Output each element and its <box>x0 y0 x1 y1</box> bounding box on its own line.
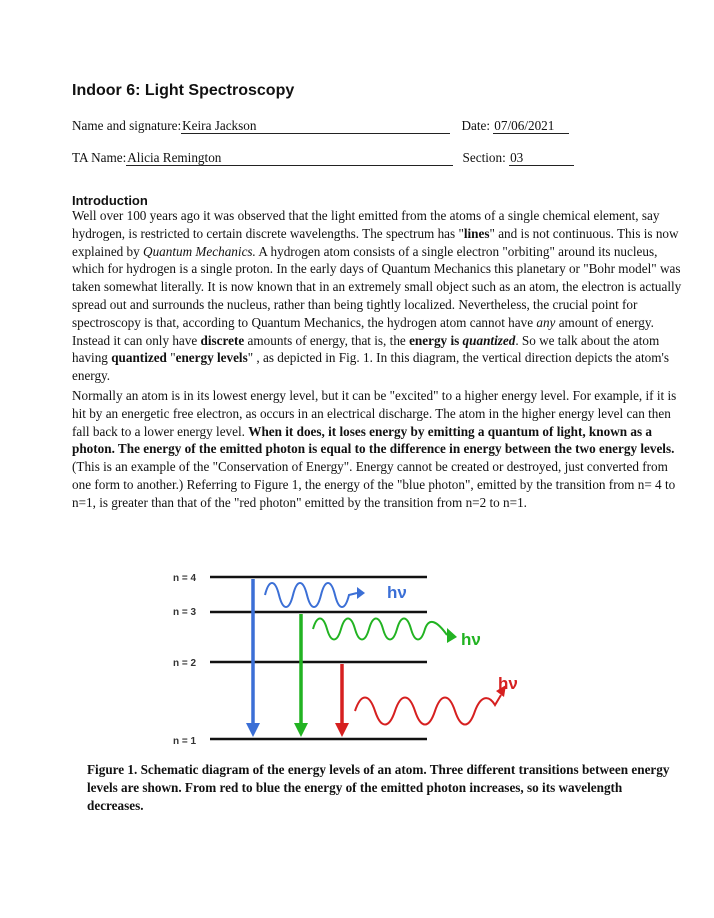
paragraph1-run: amount of energy. Instead it can only have <box>72 314 654 348</box>
section-value: 03 <box>509 151 574 166</box>
paragraph1-run: Well over 100 years ago it was observed that the light emitted from the atoms of a single chemical element, say hydrogen, is restricted to certain discrete wavelengths. The spectrum has " <box>72 208 660 241</box>
paragraph1-run: . So we talk about the atom having <box>72 332 660 366</box>
blue-photon-label: hν <box>387 583 407 602</box>
level-label-n4: n = 4 <box>173 573 197 584</box>
level-label-n1: n = 1 <box>173 736 197 747</box>
paragraph1-run: " and is not continuous. This is now explained by <box>72 225 679 259</box>
paragraph1-run: discrete <box>200 332 245 348</box>
introduction-heading: Introduction <box>72 193 148 208</box>
paragraph2-run: Normally an atom is in its lowest energy level, but it can be "excited" to a higher energy level. For example, if it is hit by an energetic free electron, as occurs in an electrical discharge. The atom in the higher energy level can then fall back to a lower energy level. <box>72 388 677 439</box>
paragraph1-run: A hydrogen atom consists of a single electron "orbiting" around its nucleus, which for hydrogen is a single proton. In the early days of Quantum Mechanics this planetary or "Bohr model" was taken somewhat literally. It is now known that in an extremely small object such as an atom, the electron is actually spread out and surrounds the nucleus, rather than being tightly localized. Nevertheless, the crucial point for spectroscopy is that, according to Quantum Mechanics, the hydrogen atom cannot have <box>72 243 682 330</box>
ta-section-row <box>72 150 574 166</box>
section-label: Section: <box>462 150 506 165</box>
energy-level-diagram <box>165 565 535 750</box>
green-photon-label: hν <box>461 630 481 649</box>
ta-value: Alicia Remington <box>126 151 453 166</box>
name-date-row <box>72 118 569 134</box>
paragraph1-run: any <box>536 314 556 330</box>
paragraph1-run: energy levels <box>175 350 248 366</box>
paragraph1-run: Quantum Mechanics. <box>143 243 256 259</box>
paragraph1-run: lines <box>463 225 490 241</box>
document-title: Indoor 6: Light Spectroscopy <box>72 82 295 99</box>
level-label-n3: n = 3 <box>173 607 197 618</box>
paragraph1-run: quantized <box>462 332 516 348</box>
intro-paragraph-1 <box>72 207 684 385</box>
paragraph1-run: quantized <box>111 350 167 366</box>
red-transition <box>335 664 518 737</box>
paragraph2-run: When it does, it loses energy by emitting a quantum of light, known as a photon. The energy of the emitted photon is equal to the difference in energy between the two energy levels. <box>72 423 675 457</box>
date-label: Date: <box>461 118 490 133</box>
green-transition <box>294 614 481 737</box>
intro-paragraph-2 <box>72 387 684 512</box>
ta-label: TA Name: <box>72 150 127 165</box>
name-value: Keira Jackson <box>181 119 450 134</box>
red-photon-label: hν <box>498 674 518 693</box>
paragraph1-run: amounts of energy, that is, the <box>244 332 410 348</box>
paragraph1-run: " , as depicted in Fig. 1. In this diagram, the vertical direction depicts the atom's energy. <box>72 350 669 384</box>
figure-caption: Figure 1. Schematic diagram of the energy levels of an atom. Three different transitions between energy levels are shown. From red to blue the energy of the emitted photon increases, so its wavelength decreases. <box>87 762 670 813</box>
paragraph1-run: energy is <box>409 332 463 348</box>
paragraph2-run: (This is an example of the "Conservation of Energy". Energy cannot be created or destroyed, just converted from one form to another.) Referring to Figure 1, the energy of the "blue photon", emitted by the transition from n= 4 to n=1, is greater than that of the "red photon" emitted by the transition from n=2 to n=1. <box>72 459 676 510</box>
level-label-n2: n = 2 <box>173 658 197 669</box>
name-label: Name and signature: <box>72 118 182 133</box>
date-value: 07/06/2021 <box>493 119 569 134</box>
blue-transition <box>246 579 407 737</box>
paragraph1-run: " <box>166 350 176 366</box>
